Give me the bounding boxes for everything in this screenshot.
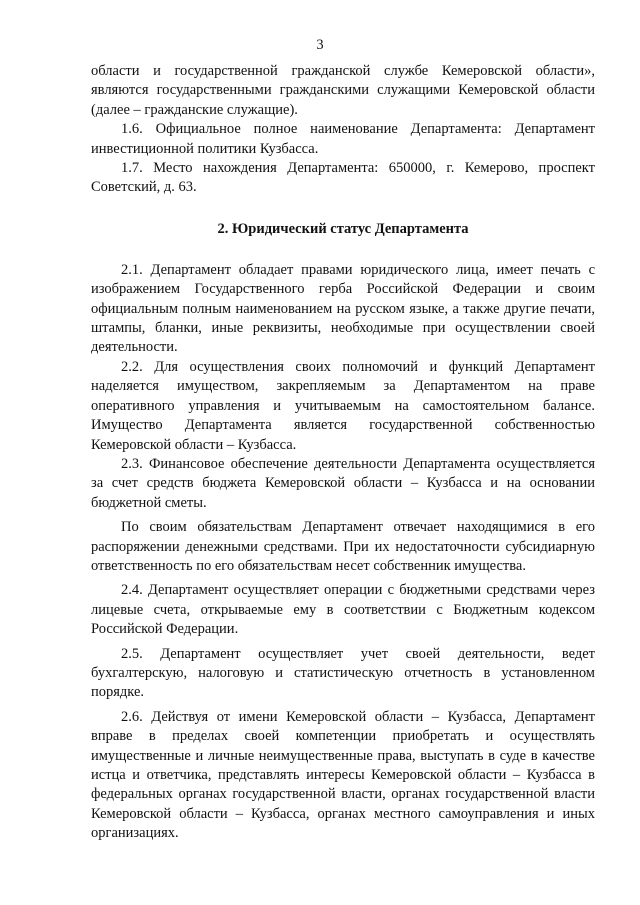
paragraph-2-4: 2.4. Департамент осуществляет операции с бюджетными средствами через лицевые счета, открываемые ему в соответствии с Бюджетным кодексом Российской Федерации. xyxy=(91,582,595,638)
paragraph-2-1: 2.1. Департамент обладает правами юридического лица, имеет печать с изображением Государственного герба Российской Федерации и своим официальным полным наименованием на русском языке, а также другие печати, штампы, бланки, иные реквизиты, необходимые при осуществлении своей деятельности. xyxy=(91,261,595,356)
paragraph-continuation: области и государственной гражданской службе Кемеровской области», являются государственными гражданскими служащими Кемеровской области (далее – гражданские служащие). xyxy=(91,63,595,118)
section-heading: 2. Юридический статус Департамента xyxy=(217,220,469,237)
paragraph-2-2: 2.2. Для осуществления своих полномочий и функций Департамент наделяется имуществом, закрепляемым за Департаментом на праве оперативного управления и учитываемым на самостоятельном балансе. Имущество Департамента является государственной собственностью Кемеровской области – Кузбасса. xyxy=(91,358,595,453)
document-body xyxy=(91,62,595,844)
page-number: 3 xyxy=(316,37,324,53)
paragraph-1-6: 1.6. Официальное полное наименование Департамента: Департамент инвестиционной политики Кузбасса. xyxy=(91,121,595,157)
paragraph-2-5: 2.5. Департамент осуществляет учет своей деятельности, ведет бухгалтерскую, налоговую и статистическую отчетность в установленном порядке. xyxy=(91,645,595,701)
paragraph-1-7: 1.7. Место нахождения Департамента: 650000, г. Кемерово, проспект Советский, д. 63. xyxy=(91,160,595,196)
paragraph-2-6: 2.6. Действуя от имени Кемеровской области – Кузбасса, Департамент вправе в пределах своей компетенции приобретать и осуществлять имущественные и личные неимущественные права, выступать в суде в качестве истца и ответчика, представлять интересы Кемеровской области – Кузбасса в федеральных органах государственной власти, органах государственной власти Кемеровской области – Кузбасса, органах местного самоуправления и иных организациях. xyxy=(91,708,595,842)
paragraph-obligations: По своим обязательствам Департамент отвечает находящимися в его распоряжении денежными средствами. При их недостаточности субсидиарную ответственность по его обязательствам несет собственник имущества. xyxy=(91,519,595,574)
paragraph-2-3: 2.3. Финансовое обеспечение деятельности Департамента осуществляется за счет средств бюджета Кемеровской области – Кузбасса и на основании бюджетной сметы. xyxy=(91,455,595,511)
